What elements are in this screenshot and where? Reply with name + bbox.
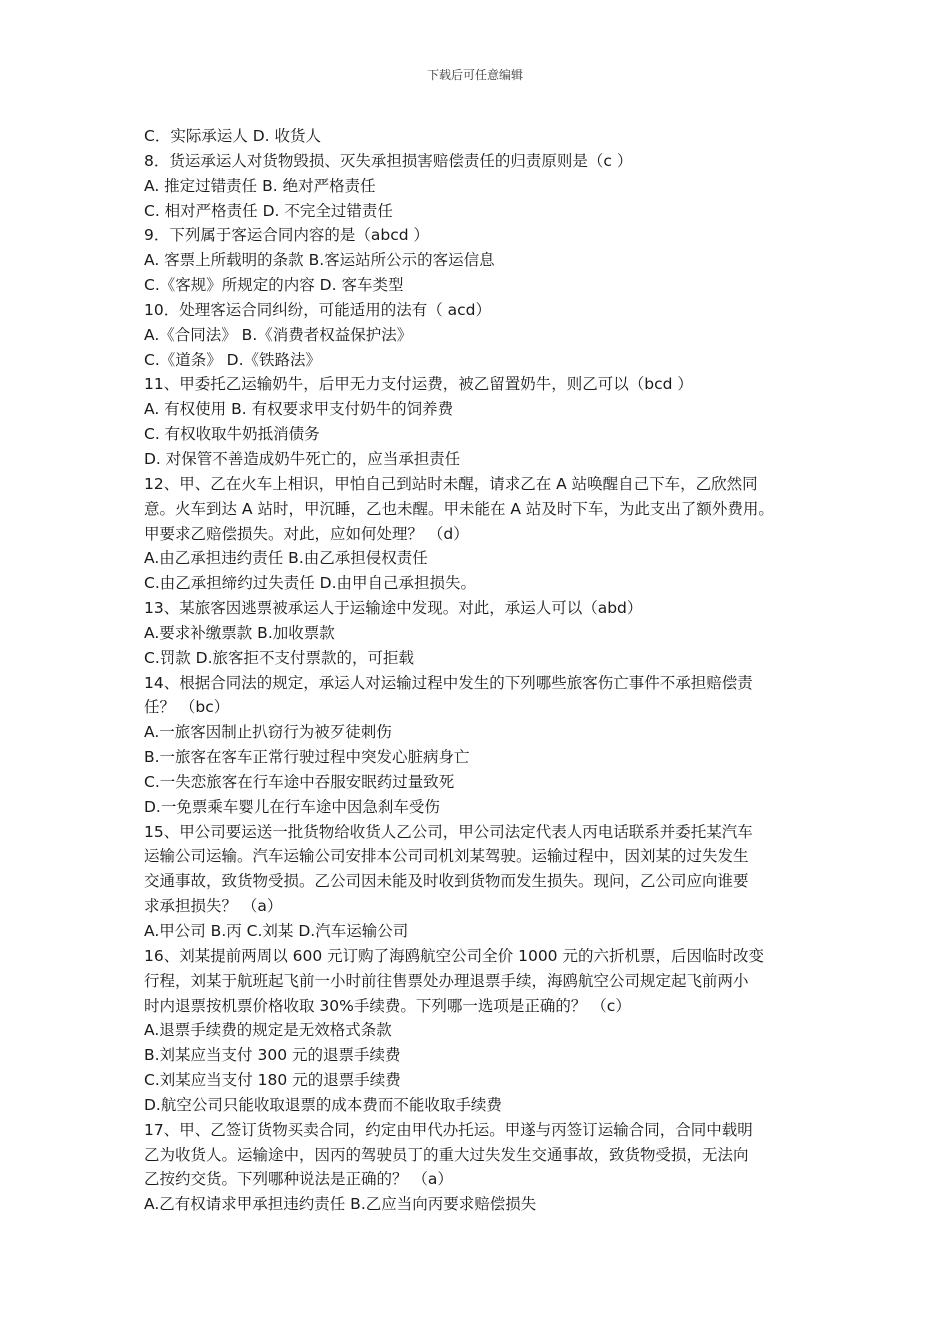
- text-line: 9．下列属于客运合同内容的是（abcd ）: [144, 226, 429, 245]
- text-line: A. 推定过错责任 B. 绝对严格责任: [144, 176, 376, 195]
- text-line: C.刘某应当支付 180 元的退票手续费: [144, 1071, 401, 1090]
- text-line: C.一失恋旅客在行车途中吞服安眠药过量致死: [144, 772, 455, 791]
- text-line: A.《合同法》 B.《消费者权益保护法》: [144, 325, 413, 344]
- text-line: A.甲公司 B.丙 C.刘某 D.汽车运输公司: [144, 922, 409, 940]
- text-line: 时内退票按机票价格收取 30%手续费。下列哪一选项是正确的？ （c）: [144, 996, 631, 1015]
- text-line: 任？ （bc）: [144, 698, 230, 717]
- text-line: D.航空公司只能收取退票的成本费而不能收取手续费: [144, 1095, 502, 1114]
- text-line: 甲要求乙赔偿损失。对此，应如何处理？ （d）: [144, 524, 469, 543]
- text-line: 16、刘某提前两周以 600 元订购了海鸥航空公司全价 1000 元的六折机票，后因临时改变: [144, 946, 764, 965]
- text-line: B.一旅客在客车正常行驶过程中突发心脏病身亡: [144, 748, 470, 767]
- text-line: C. 相对严格责任 D. 不完全过错责任: [144, 201, 393, 220]
- text-line: A.退票手续费的规定是无效格式条款: [144, 1021, 392, 1040]
- text-line: A. 客票上所载明的条款 B.客运站所公示的客运信息: [144, 251, 495, 270]
- text-line: 17、甲、乙签订货物买卖合同，约定由甲代办托运。甲遂与丙签订运输合同，合同中载明: [144, 1120, 753, 1139]
- page-header: 下载后可任意编辑: [426, 68, 523, 82]
- text-line: 12、甲、乙在火车上相识，甲怕自己到站时未醒，请求乙在 A 站唤醒自己下车，乙欣然同: [144, 474, 758, 493]
- text-line: 意。火车到达 A 站时，甲沉睡，乙也未醒。甲未能在 A 站及时下车，为此支出了额外费用。: [144, 499, 774, 518]
- text-line: 行程，刘某于航班起飞前一小时前往售票处办理退票手续，海鸥航空公司规定起飞前两小: [144, 971, 749, 990]
- text-line: 乙按约交货。下列哪种说法是正确的？ （a）: [144, 1170, 453, 1189]
- text-line: 14、根据合同法的规定，承运人对运输过程中发生的下列哪些旅客伤亡事件不承担赔偿责: [144, 673, 753, 692]
- text-line: C.罚款 D.旅客拒不支付票款的，可拒载: [144, 648, 415, 667]
- text-line: D. 对保管不善造成奶牛死亡的，应当承担责任: [144, 449, 461, 468]
- text-line: C. 有权收取牛奶抵消债务: [144, 425, 320, 444]
- text-line: 15、甲公司要运送一批货物给收货人乙公司，甲公司法定代表人丙电话联系并委托某汽车: [144, 822, 753, 841]
- text-line: C．实际承运人 D. 收货人: [144, 127, 322, 145]
- text-line: C.《客规》所规定的内容 D. 客车类型: [144, 276, 404, 295]
- text-line: A.一旅客因制止扒窃行为被歹徒刺伤: [144, 723, 392, 742]
- text-line: 交通事故，致货物受损。乙公司因未能及时收到货物而发生损失。现问，乙公司应向谁要: [144, 872, 749, 891]
- text-line: A. 有权使用 B. 有权要求甲支付奶牛的饲养费: [144, 400, 454, 419]
- text-line: 乙为收货人。运输途中，因丙的驾驶员丁的重大过失发生交通事故，致货物受损，无法向: [144, 1145, 749, 1164]
- text-line: 13、某旅客因逃票被承运人于运输途中发现。对此，承运人可以（abd）: [144, 599, 643, 618]
- text-line: A.要求补缴票款 B.加收票款: [144, 623, 335, 642]
- text-line: 运输公司运输。汽车运输公司安排本公司司机刘某驾驶。运输过程中，因刘某的过失发生: [144, 847, 749, 866]
- text-line: C.《道条》 D.《铁路法》: [144, 350, 322, 369]
- text-line: A.乙有权请求甲承担违约责任 B.乙应当向丙要求赔偿损失: [144, 1195, 537, 1214]
- text-line: 10．处理客运合同纠纷，可能适用的法有（ acd）: [144, 300, 492, 319]
- text-line: A.由乙承担违约责任 B.由乙承担侵权责任: [144, 549, 428, 568]
- text-line: 11、甲委托乙运输奶牛，后甲无力支付运费，被乙留置奶牛，则乙可以（bcd ）: [144, 375, 693, 394]
- text-line: D.一免票乘车婴儿在行车途中因急刹车受伤: [144, 797, 440, 816]
- document-body: [144, 124, 814, 1217]
- text-line: C.由乙承担缔约过失责任 D.由甲自己承担损失。: [144, 574, 477, 593]
- text-line: 8．货运承运人对货物毁损、灭失承担损害赔偿责任的归责原则是（c ）: [144, 151, 633, 170]
- text-line: 求承担损失？ （a）: [144, 897, 283, 916]
- text-line: B.刘某应当支付 300 元的退票手续费: [144, 1046, 401, 1065]
